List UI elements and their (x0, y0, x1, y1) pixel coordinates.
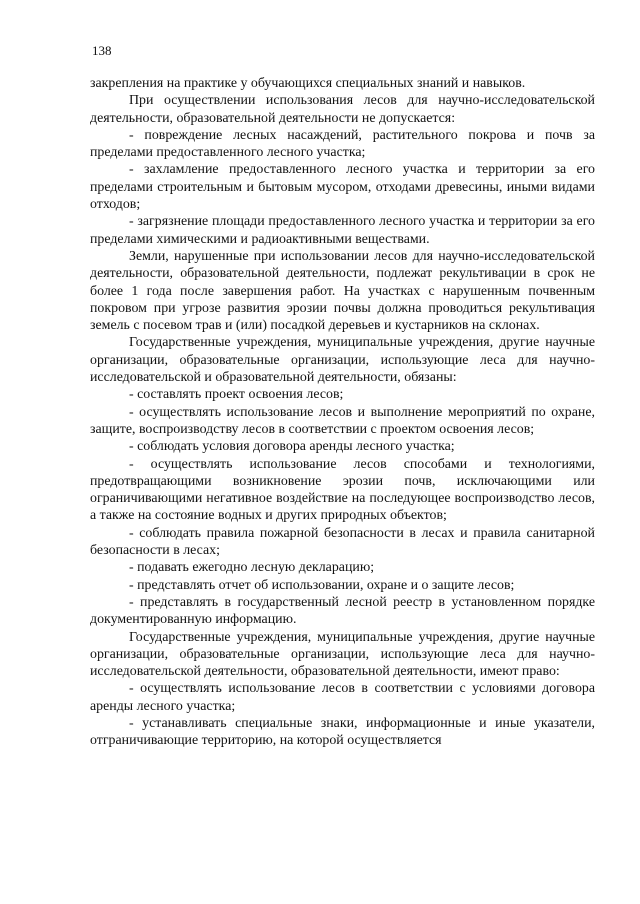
list-item-declaration: - подавать ежегодно лесную декларацию; (129, 560, 375, 576)
list-item-project: - составлять проект освоения лесов; (129, 387, 344, 403)
page-number: 138 (92, 43, 112, 58)
paragraph-recultivation: Земли, нарушенные при использовании лесов для научно-исследовательской деятельности, образовательной деятельности, подлежат рекультивации в срок не более 1 года после завершения работ. На участках с нарушенным почвенным покровом при угрозе развития эрозии почвы должна проводиться рекультивация земель с посевом трав и (или) посадкой деревьев и кустарников на склонах. (90, 248, 595, 334)
list-item-use-and-protection: - осуществлять использование лесов и выполнение мероприятий по охране, защите, воспроизводству лесов в соответствии с проектом освоения лесов; (90, 404, 595, 437)
list-item-lease-terms: - соблюдать условия договора аренды лесного участка; (129, 439, 455, 455)
list-item-report: - представлять отчет об использовании, охране и о защите лесов; (129, 577, 515, 593)
paragraph-continuation: закрепления на практике у обучающихся специальных знаний и навыков. (90, 76, 526, 91)
paragraph-obligations-intro: Государственные учреждения, муниципальные учреждения, другие научные организации, образовательные организации, использующие леса для научно-исследовательской и образовательной деятельности, обязаны: (90, 335, 595, 386)
paragraph-rights-intro: Государственные учреждения, муниципальные учреждения, другие научные организации, образовательные организации, использующие леса для научно-исследовательской деятельности, образовательной деятельности, имеют право: (90, 629, 595, 680)
list-item-right-signs: - устанавливать специальные знаки, информационные и иные указатели, отграничивающие территорию, на которой осуществляется (90, 715, 595, 749)
list-item-pollution: - загрязнение площади предоставленного лесного участка и территории за его пределами химическими и радиоактивными веществами. (90, 214, 595, 247)
list-item-damage: - повреждение лесных насаждений, растительного покрова и почв за пределами предоставленного лесного участка; (90, 127, 595, 161)
list-item-registry: - представлять в государственный лесной реестр в установленном порядке документированную информацию. (90, 594, 595, 628)
body-text (90, 75, 595, 750)
list-item-littering: - захламление предоставленного лесного участка и территории за его пределами строительным и бытовым мусором, отходами древесины, иными видами отходов; (90, 162, 595, 213)
paragraph-prohibitions-intro: При осуществлении использования лесов для научно-исследовательской деятельности, образовательной деятельности не допускается: (90, 93, 595, 126)
list-item-erosion-prevention: - осуществлять использование лесов способами и технологиями, предотвращающими возникновение эрозии почв, исключающими или ограничивающими негативное воздействие на последующее воспроизводство лесов, а также на состояние водных и других природных объектов; (90, 456, 595, 524)
list-item-fire-safety: - соблюдать правила пожарной безопасности в лесах и правила санитарной безопасности в лесах; (90, 525, 595, 559)
list-item-right-use: - осуществлять использование лесов в соответствии с условиями договора аренды лесного участка; (90, 681, 595, 714)
